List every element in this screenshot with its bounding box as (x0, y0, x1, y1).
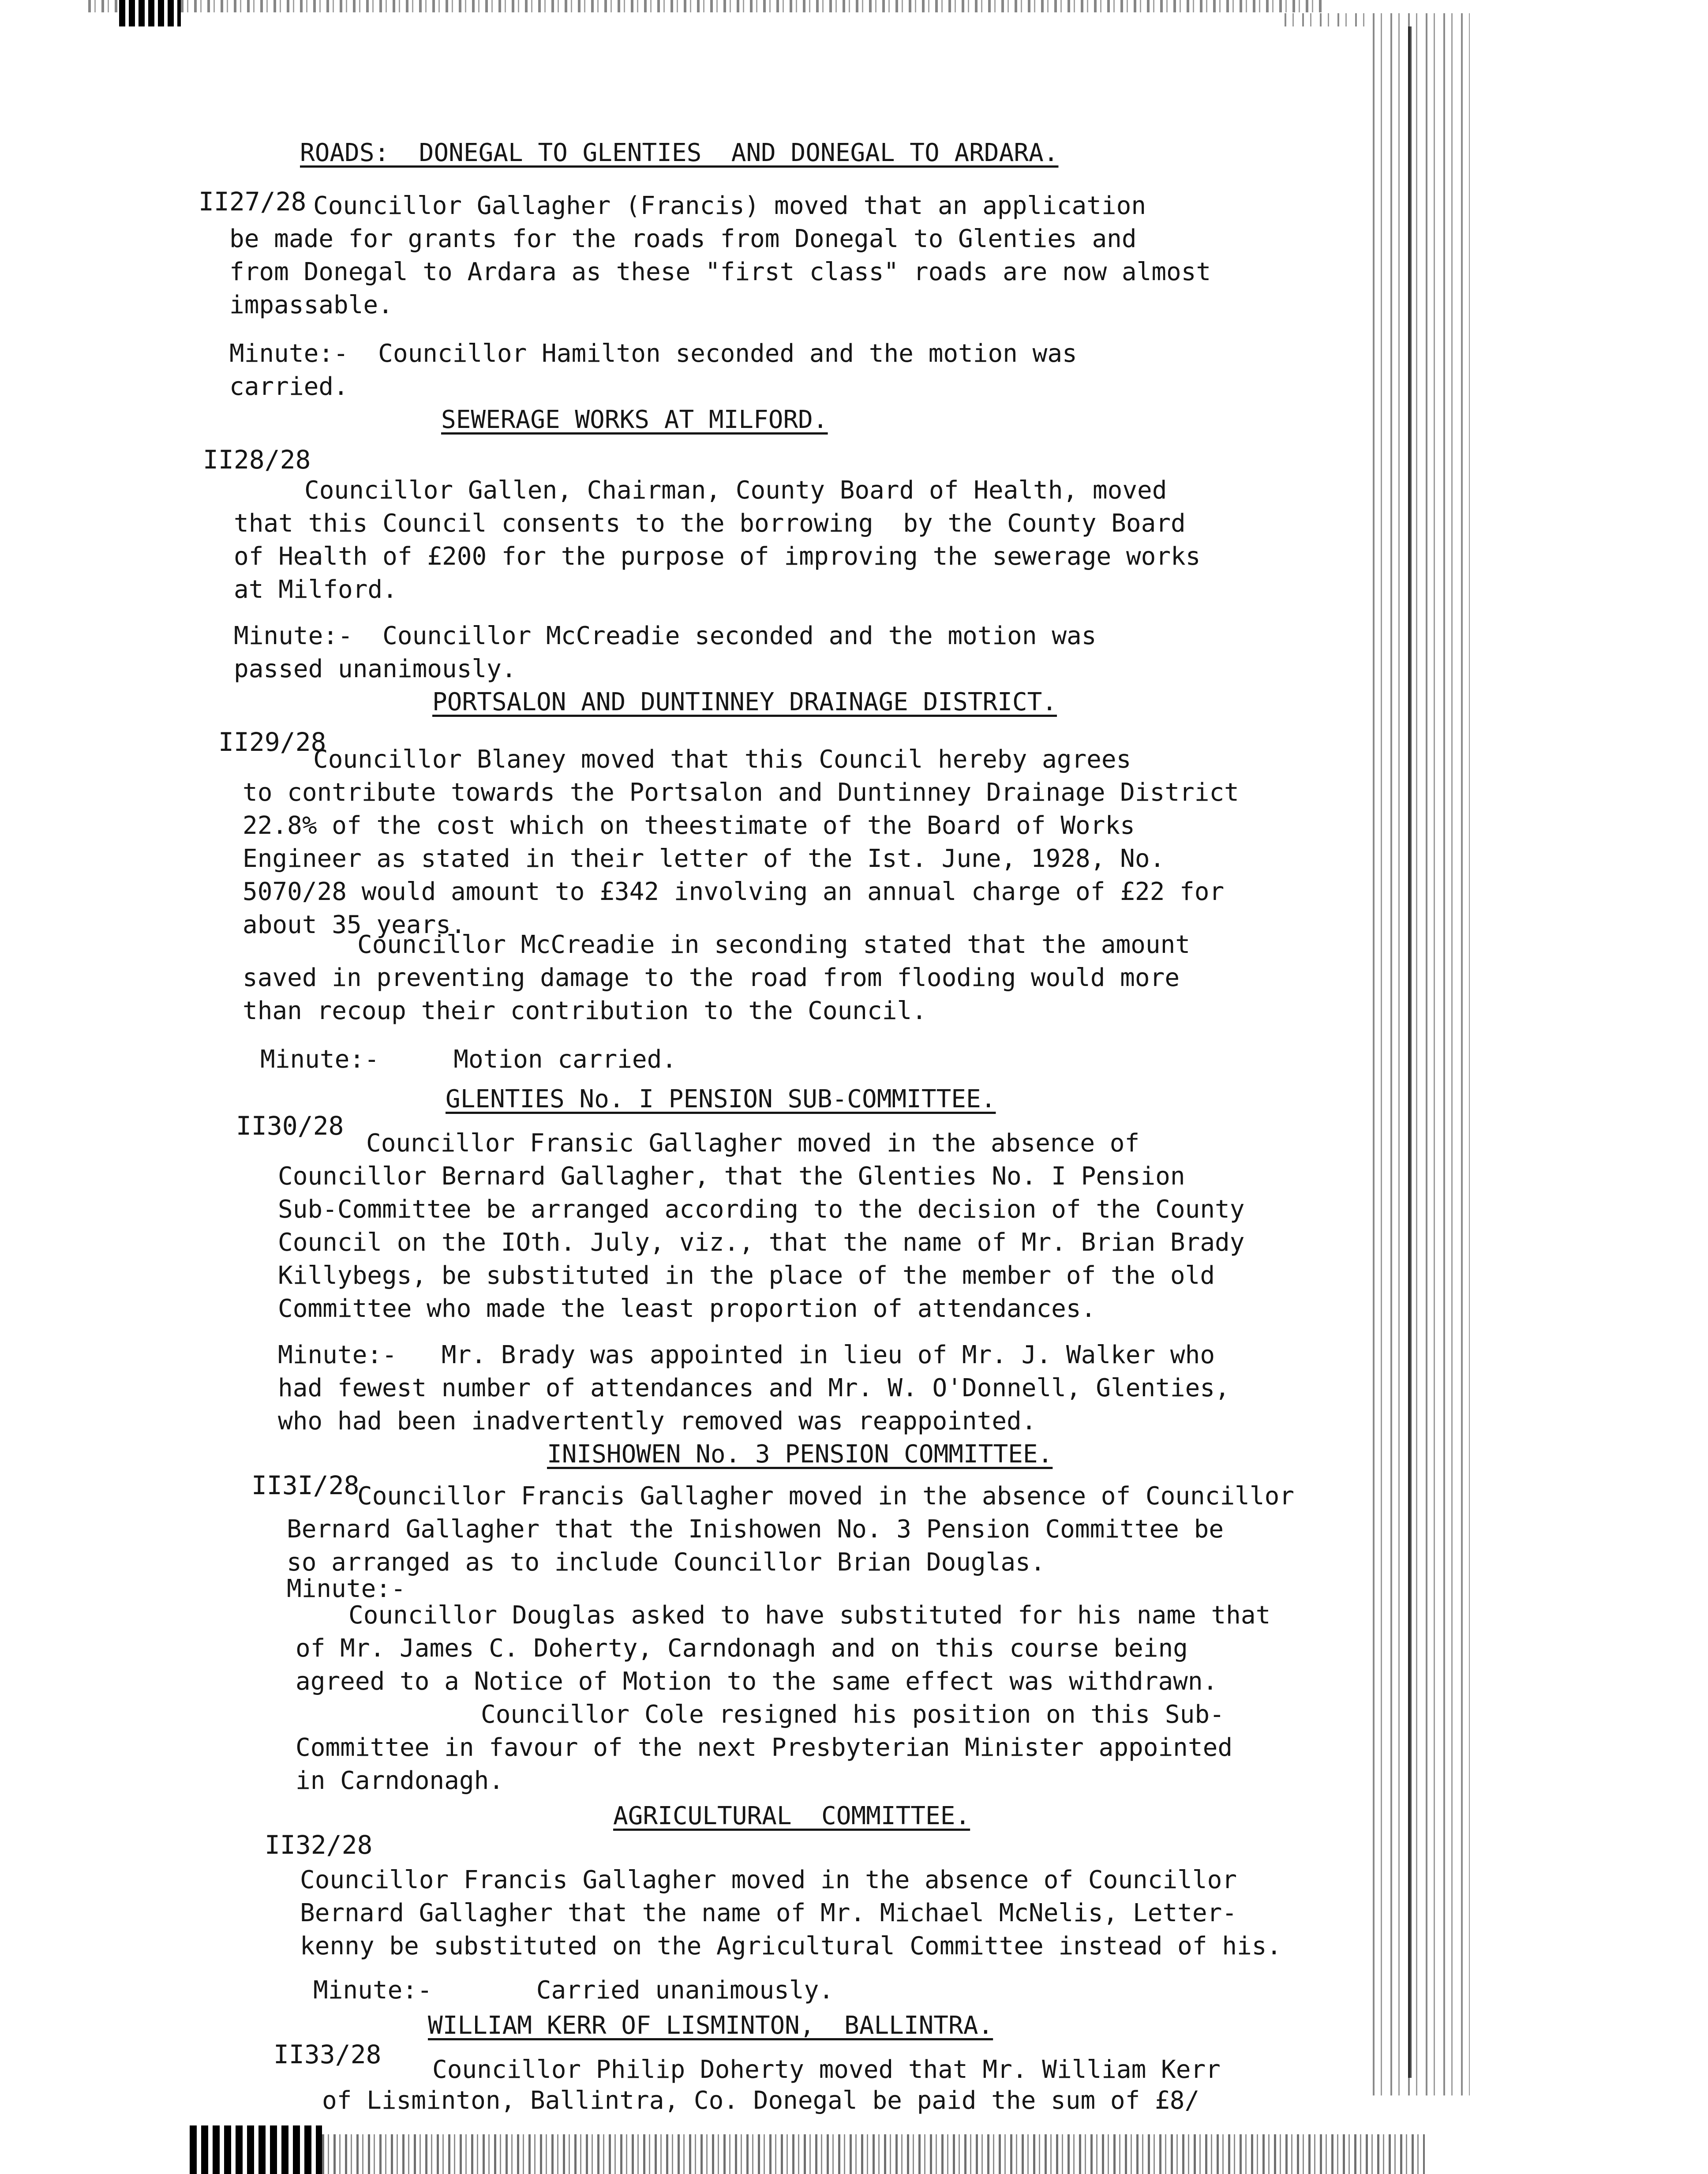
minute-label: Minute:- (287, 1574, 406, 1603)
text-line: Councillor Philip Doherty moved that Mr. William Kerr (432, 2055, 1221, 2084)
minute-line: Minute:- Councillor Hamilton seconded and the motion was (229, 339, 1077, 368)
text-line: so arranged as to include Councillor Brian Douglas. (287, 1548, 1045, 1577)
page-stack-border (1408, 26, 1435, 2078)
scan-edge-top (88, 0, 1323, 12)
minute-number: II27/28 (199, 187, 307, 217)
text-line: be made for grants for the roads from Donegal to Glenties and (229, 225, 1137, 253)
text-line: Councillor Fransic Gallagher moved in the absence of (366, 1129, 1140, 1158)
minute-line: Minute:- Carried unanimously. (313, 1976, 834, 2005)
minute-number: II33/28 (273, 2039, 382, 2069)
minute-line: Minute:- Mr. Brady was appointed in lieu of Mr. J. Walker who (278, 1341, 1215, 1369)
text-line: Killybegs, be substituted in the place of the member of the old (278, 1261, 1215, 1290)
minute-number: II29/28 (218, 727, 326, 757)
minute-number: II32/28 (265, 1830, 373, 1860)
text-line: Council on the IOth. July, viz., that the name of Mr. Brian Brady (278, 1228, 1245, 1257)
text-line: agreed to a Notice of Motion to the same effect was withdrawn. (296, 1667, 1218, 1696)
document-page (110, 26, 1367, 2115)
text-line: from Donegal to Ardara as these "first class" roads are now almost (229, 258, 1211, 286)
minute-line: Minute:- Councillor McCreadie seconded and the motion was (234, 622, 1097, 650)
text-line: Councillor Douglas asked to have substituted for his name that (348, 1601, 1271, 1630)
text-line: Councillor Blaney moved that this Council hereby agrees (313, 745, 1131, 774)
text-line: impassable. (229, 291, 393, 319)
text-line: Councillor Francis Gallagher moved in the absence of Councillor (357, 1482, 1295, 1511)
text-line: Councillor Gallagher (Francis) moved that an application (313, 191, 1146, 220)
text-line: that this Council consents to the borrowing by the County Board (234, 509, 1186, 538)
text-line: than recoup their contribution to the Council. (243, 997, 927, 1025)
text-line: 22.8% of the cost which on theestimate of the Board of Works (243, 811, 1135, 840)
text-line: Councillor Gallen, Chairman, County Board of Health, moved (304, 476, 1167, 505)
section-heading: WILLIAM KERR OF LISMINTON, BALLINTRA. (428, 2011, 993, 2040)
minute-number: II28/28 (203, 445, 311, 475)
minute-number: II30/28 (236, 1111, 344, 1141)
scan-edge-bottom (322, 2134, 1425, 2174)
scan-edge-marks-bottom (190, 2125, 322, 2174)
text-line: Sub-Committee be arranged according to the decision of the County (278, 1195, 1245, 1224)
text-line: of Health of £200 for the purpose of improving the sewerage works (234, 542, 1201, 571)
text-line: Councillor Bernard Gallagher, that the Glenties No. I Pension (278, 1162, 1185, 1191)
text-line: at Milford. (234, 575, 397, 604)
section-heading: ROADS: DONEGAL TO GLENTIES AND DONEGAL TO ARDARA. (300, 139, 1059, 167)
text-line: saved in preventing damage to the road from flooding would more (243, 963, 1180, 992)
section-heading: AGRICULTURAL COMMITTEE. (613, 1802, 970, 1830)
text-line: in Carndonagh. (296, 1766, 504, 1795)
minute-line: carried. (229, 372, 348, 401)
text-line: to contribute towards the Portsalon and Duntinney Drainage District (243, 778, 1239, 807)
minute-line: had fewest number of attendances and Mr. W. O'Donnell, Glenties, (278, 1374, 1230, 1402)
text-line: Councillor Cole resigned his position on this Sub- (481, 1700, 1225, 1729)
section-heading: SEWERAGE WORKS AT MILFORD. (441, 405, 828, 434)
text-line: 5070/28 would amount to £342 involving an annual charge of £22 for (243, 877, 1225, 906)
section-heading: INISHOWEN No. 3 PENSION COMMITTEE. (547, 1440, 1053, 1469)
text-line: of Mr. James C. Doherty, Carndonagh and on this course being (296, 1634, 1188, 1663)
text-line: kenny be substituted on the Agricultural Committee instead of his. (300, 1932, 1282, 1960)
text-line: about 35 years. (243, 911, 466, 939)
minute-number: II3I/28 (251, 1470, 360, 1500)
text-line: Bernard Gallagher that the Inishowen No. 3 Pension Committee be (287, 1515, 1224, 1544)
text-line: Engineer as stated in their letter of the Ist. June, 1928, No. (243, 844, 1165, 873)
text-line: Committee in favour of the next Presbyterian Minister appointed (296, 1733, 1233, 1762)
minute-line: passed unanimously. (234, 655, 517, 683)
minute-line: who had been inadvertently removed was reappointed. (278, 1407, 1037, 1436)
section-heading: PORTSALON AND DUNTINNEY DRAINAGE DISTRICT. (432, 688, 1057, 716)
text-line: Committee who made the least proportion of attendances. (278, 1294, 1096, 1323)
section-heading: GLENTIES No. I PENSION SUB-COMMITTEE. (446, 1085, 996, 1113)
text-line: Councillor McCreadie in seconding stated that the amount (357, 930, 1191, 959)
minute-line: Minute:- Motion carried. (260, 1045, 677, 1074)
text-line: Bernard Gallagher that the name of Mr. Michael McNelis, Letter- (300, 1899, 1237, 1927)
text-line: Councillor Francis Gallagher moved in the absence of Councillor (300, 1866, 1237, 1894)
text-line: of Lisminton, Ballintra, Co. Donegal be paid the sum of £8/ (322, 2086, 1200, 2115)
